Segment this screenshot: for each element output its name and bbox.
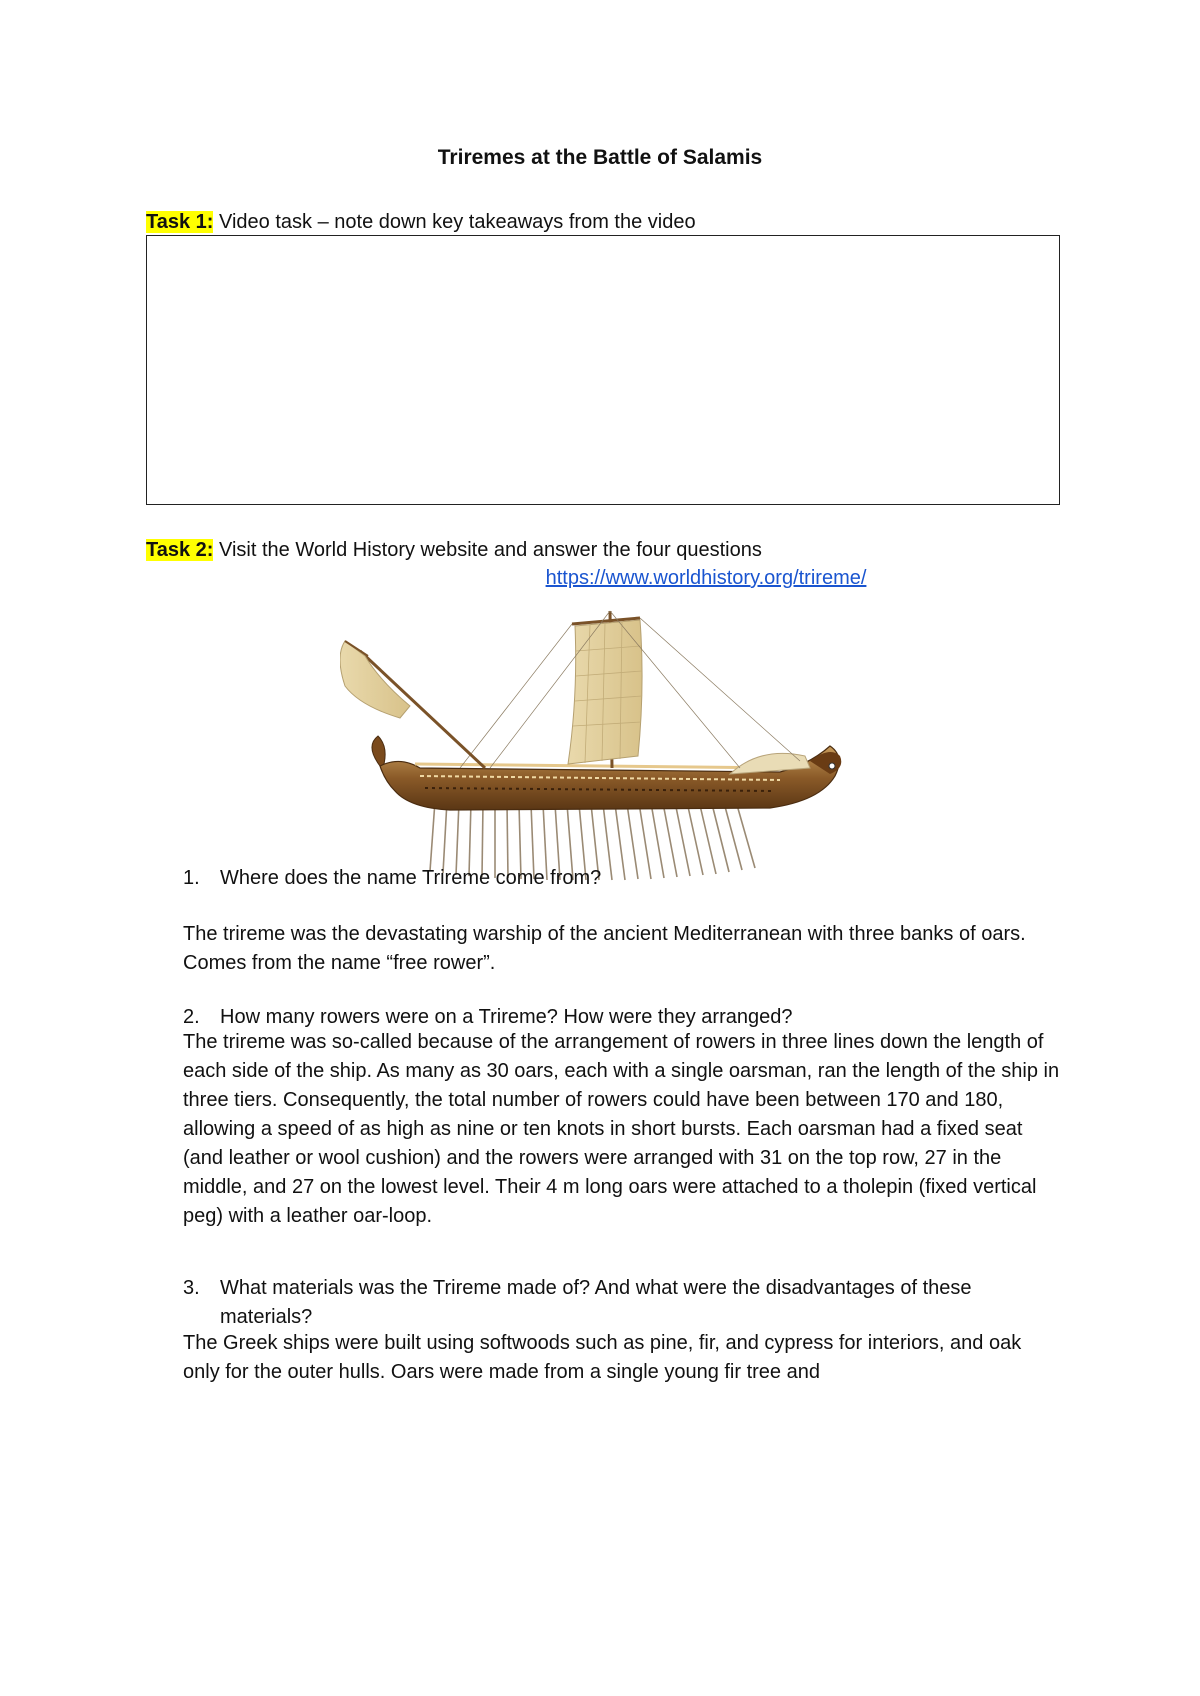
task1-answer-box[interactable] — [146, 235, 1060, 505]
document-title: Triremes at the Battle of Salamis — [437, 146, 763, 169]
question-3-number: 3. — [183, 1277, 200, 1299]
question-1-text: Where does the name Trireme come from? — [220, 867, 602, 889]
question-1 — [183, 864, 1063, 893]
task1-label: Task 1: — [146, 211, 214, 233]
task1-line — [146, 211, 696, 234]
question-3 — [183, 1274, 1043, 1332]
trireme-ship-illustration — [340, 596, 870, 896]
answer-3: The Greek ships were built using softwoods such as pine, fir, and cypress for interiors, and oak only for the outer hulls. Oars were made from a single young fir tree and — [183, 1332, 1022, 1383]
task2-line — [146, 539, 762, 562]
question-1-number: 1. — [183, 867, 200, 889]
task2-label: Task 2: — [146, 539, 214, 561]
answer-1: The trireme was the devastating warship of the ancient Mediterranean with three banks of oars. Comes from the name “free rower”. — [183, 923, 1026, 974]
task2-instruction: Visit the World History website and answer the four questions — [213, 539, 762, 561]
question-2-text: How many rowers were on a Trireme? How were they arranged? — [220, 1006, 793, 1028]
answer-2: The trireme was so-called because of the arrangement of rowers in three lines down the length of each side of the ship. As many as 30 oars, each with a single oarsman, ran the length of the ship in three tiers. Consequently, the total number of rowers could have been between 170 and 180, allowing a speed of as high as nine or ten knots in short bursts. Each oarsman had a fixed seat (and leather or wool cushion) and the rowers were arranged with 31 on the top row, 27 in the middle, and 27 on the lowest level. Their 4 m long oars were attached to a tholepin (fixed vertical peg) with a leather oar-loop. — [183, 1031, 1060, 1227]
question-2-number: 2. — [183, 1006, 200, 1028]
worldhistory-link[interactable]: https://www.worldhistory.org/trireme/ — [545, 567, 867, 589]
question-3-text: What materials was the Trireme made of? And what were the disadvantages of these materials? — [220, 1277, 972, 1328]
task1-instruction: Video task – note down key takeaways from the video — [213, 211, 696, 233]
